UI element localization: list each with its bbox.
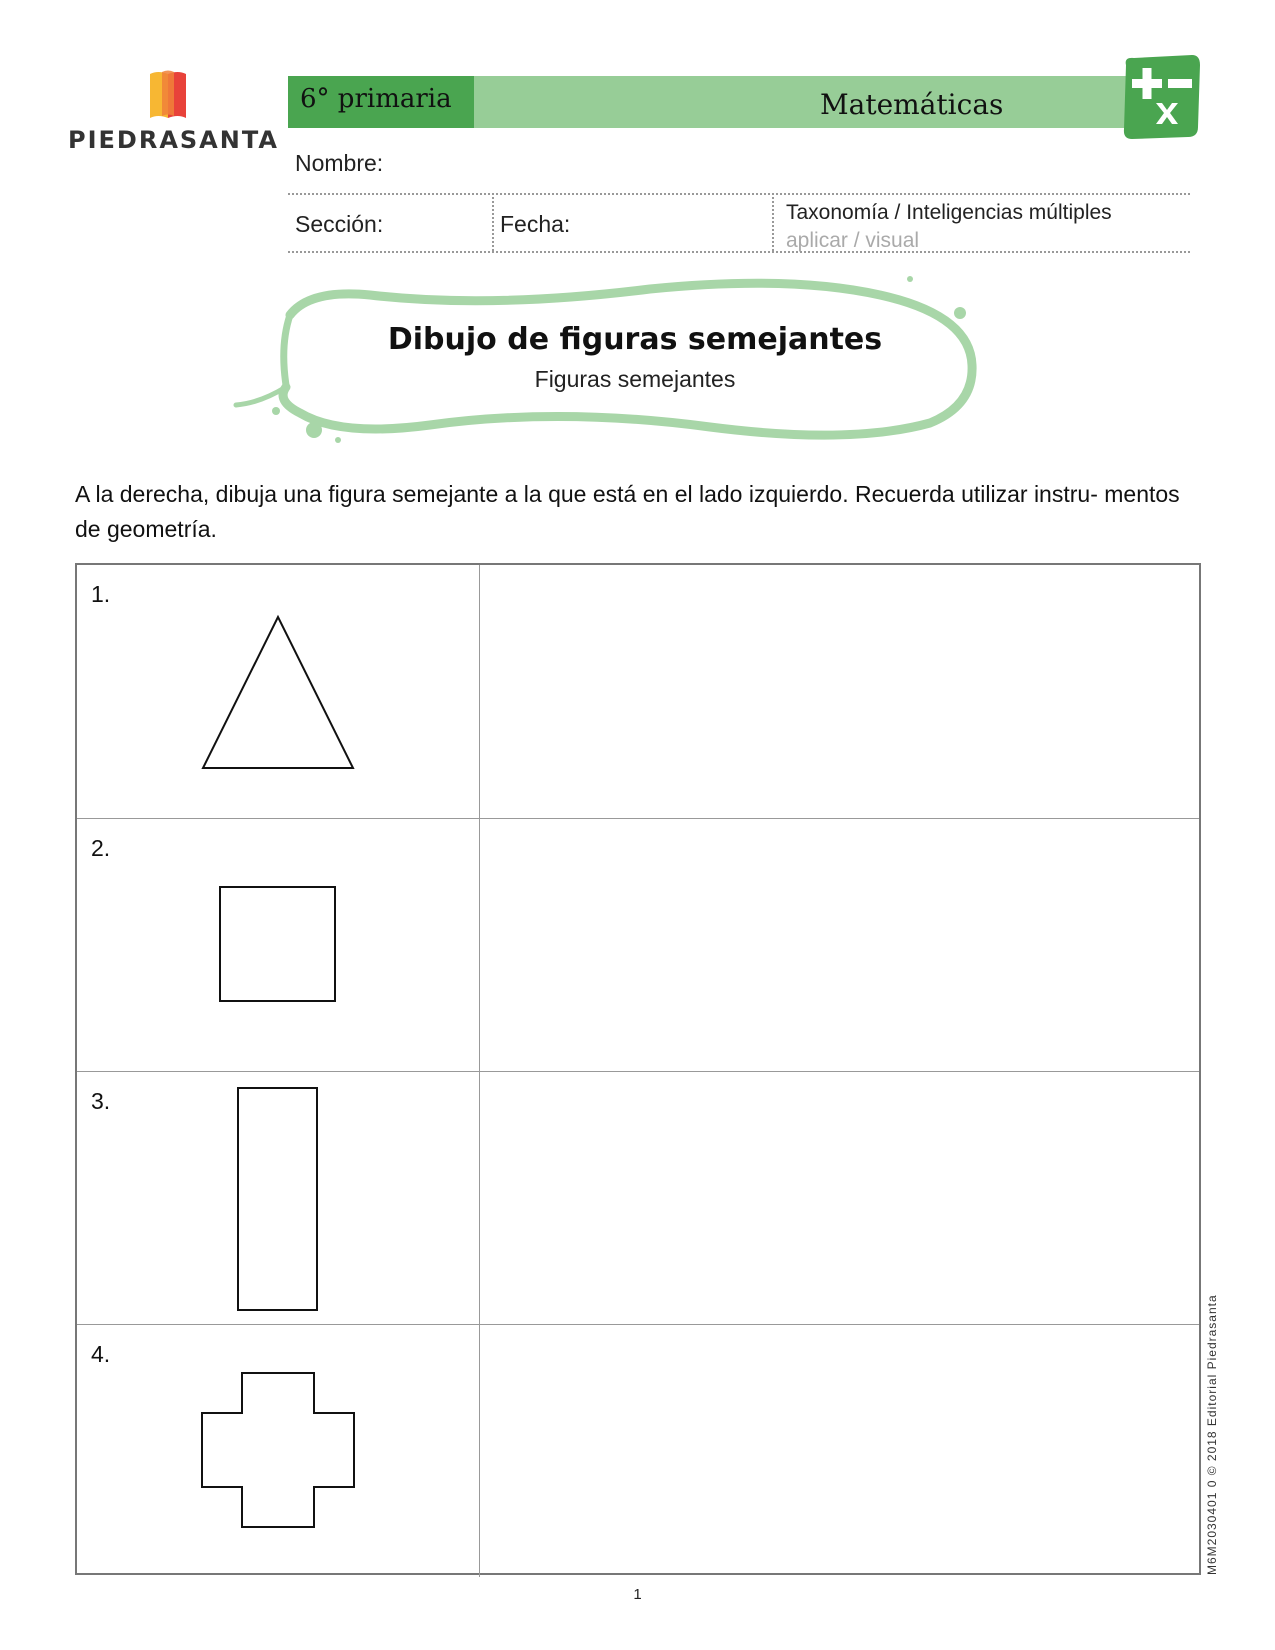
title-brush-frame bbox=[230, 275, 990, 450]
taxonomy-label: Taxonomía / Inteligencias múltiples bbox=[786, 201, 1112, 224]
drawing-area[interactable] bbox=[480, 1072, 1199, 1324]
taxonomy-value: aplicar / visual bbox=[786, 229, 920, 252]
model-figure-cell bbox=[77, 1325, 480, 1577]
rectangle-figure bbox=[77, 1072, 480, 1325]
publisher-name: PIEDRASANTA bbox=[68, 126, 279, 154]
grade-label: 6° primaria bbox=[300, 84, 452, 114]
exercise-table bbox=[75, 563, 1201, 1575]
divider-line bbox=[288, 193, 1190, 195]
page-number: 1 bbox=[633, 1586, 642, 1603]
exercise-number: 3. bbox=[91, 1088, 111, 1114]
divider-line bbox=[772, 193, 774, 251]
model-figure-cell bbox=[77, 1072, 480, 1324]
drawing-area[interactable] bbox=[480, 819, 1199, 1071]
exercise-number: 2. bbox=[91, 835, 111, 861]
drawing-area[interactable] bbox=[480, 1325, 1199, 1577]
exercise-row bbox=[77, 565, 1199, 818]
exercise-row bbox=[77, 1324, 1199, 1577]
square-figure bbox=[77, 819, 480, 1072]
worksheet-subtitle: Figuras semejantes bbox=[534, 366, 736, 392]
subject-label: Matemáticas bbox=[820, 88, 1004, 121]
exercise-row bbox=[77, 818, 1199, 1071]
name-label: Nombre: bbox=[295, 150, 384, 176]
divider-line bbox=[288, 251, 1190, 253]
worksheet-title: Dibujo de figuras semejantes bbox=[387, 322, 883, 357]
exercise-row bbox=[77, 1071, 1199, 1324]
section-label: Sección: bbox=[295, 211, 384, 237]
cross-figure bbox=[77, 1325, 480, 1578]
triangle-figure bbox=[77, 565, 480, 818]
exercise-number: 4. bbox=[91, 1341, 111, 1367]
math-operations-icon bbox=[1120, 55, 1202, 143]
date-label: Fecha: bbox=[500, 211, 571, 237]
book-logo-icon bbox=[148, 68, 188, 122]
model-figure-cell bbox=[77, 565, 480, 818]
publisher-logo bbox=[68, 68, 279, 163]
drawing-area[interactable] bbox=[480, 565, 1199, 818]
instructions-text: A la derecha, dibuja una figura semejante a la que está en el lado izquierdo. Recuerda utilizar instru- mentos de geometría. bbox=[75, 481, 1180, 542]
copyright-note: M6M2030401 0 © 2018 Editorial Piedrasanta bbox=[1205, 1294, 1219, 1575]
exercise-number: 1. bbox=[91, 581, 111, 607]
divider-line bbox=[492, 193, 494, 251]
model-figure-cell bbox=[77, 819, 480, 1071]
